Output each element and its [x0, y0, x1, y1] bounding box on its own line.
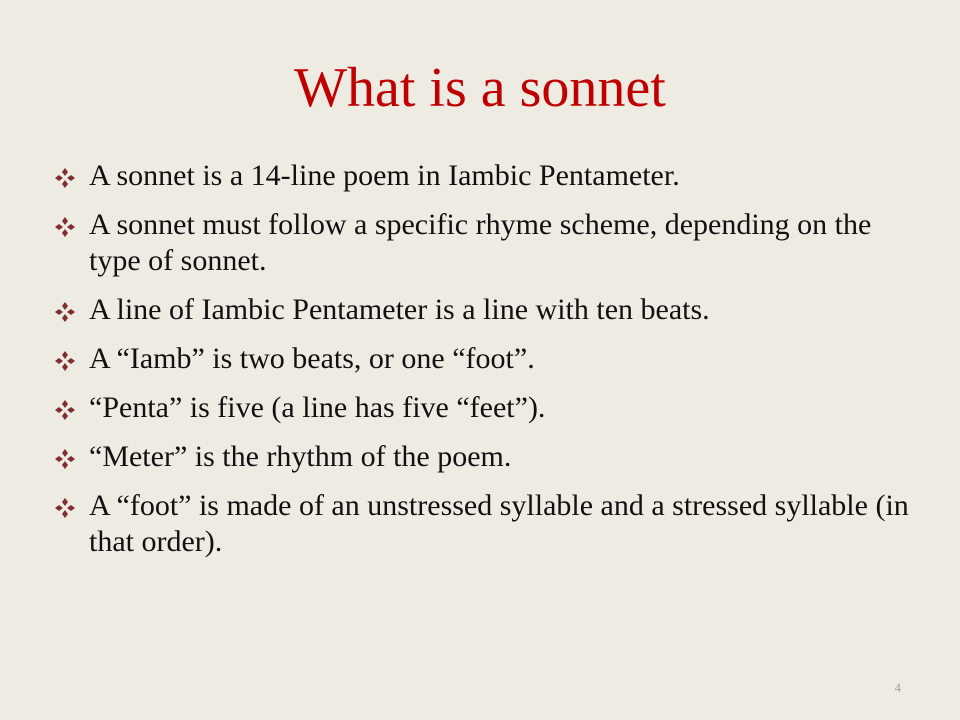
four-diamond-bullet-icon — [53, 166, 77, 190]
page-number: 4 — [894, 680, 901, 695]
bullet-item — [53, 390, 913, 426]
bullet-text: A “foot” is made of an unstressed syllable and a stressed syllable (in that order). — [89, 489, 909, 558]
bullet-text: A sonnet is a 14-line poem in Iambic Pentameter. — [89, 159, 680, 192]
bullet-text: “Meter” is the rhythm of the poem. — [89, 440, 512, 473]
bullet-text: A line of Iambic Pentameter is a line with ten beats. — [89, 293, 710, 326]
four-diamond-bullet-icon — [53, 215, 77, 239]
four-diamond-bullet-icon — [53, 349, 77, 373]
bullet-text: “Penta” is five (a line has five “feet”). — [89, 391, 546, 424]
four-diamond-bullet-icon — [53, 398, 77, 422]
four-diamond-bullet-icon — [53, 496, 77, 520]
bullet-item — [53, 292, 913, 328]
four-diamond-bullet-icon — [53, 447, 77, 471]
bullet-item — [53, 341, 913, 377]
bullet-text: A sonnet must follow a specific rhyme scheme, depending on the type of sonnet. — [89, 208, 872, 277]
bullet-text: A “Iamb” is two beats, or one “foot”. — [89, 342, 535, 375]
bullet-item — [53, 439, 913, 475]
four-diamond-bullet-icon — [53, 300, 77, 324]
bullet-list — [53, 158, 913, 573]
bullet-item — [53, 488, 913, 560]
bullet-item — [53, 158, 913, 194]
bullet-item — [53, 207, 913, 279]
slide-title: What is a sonnet — [294, 57, 666, 119]
